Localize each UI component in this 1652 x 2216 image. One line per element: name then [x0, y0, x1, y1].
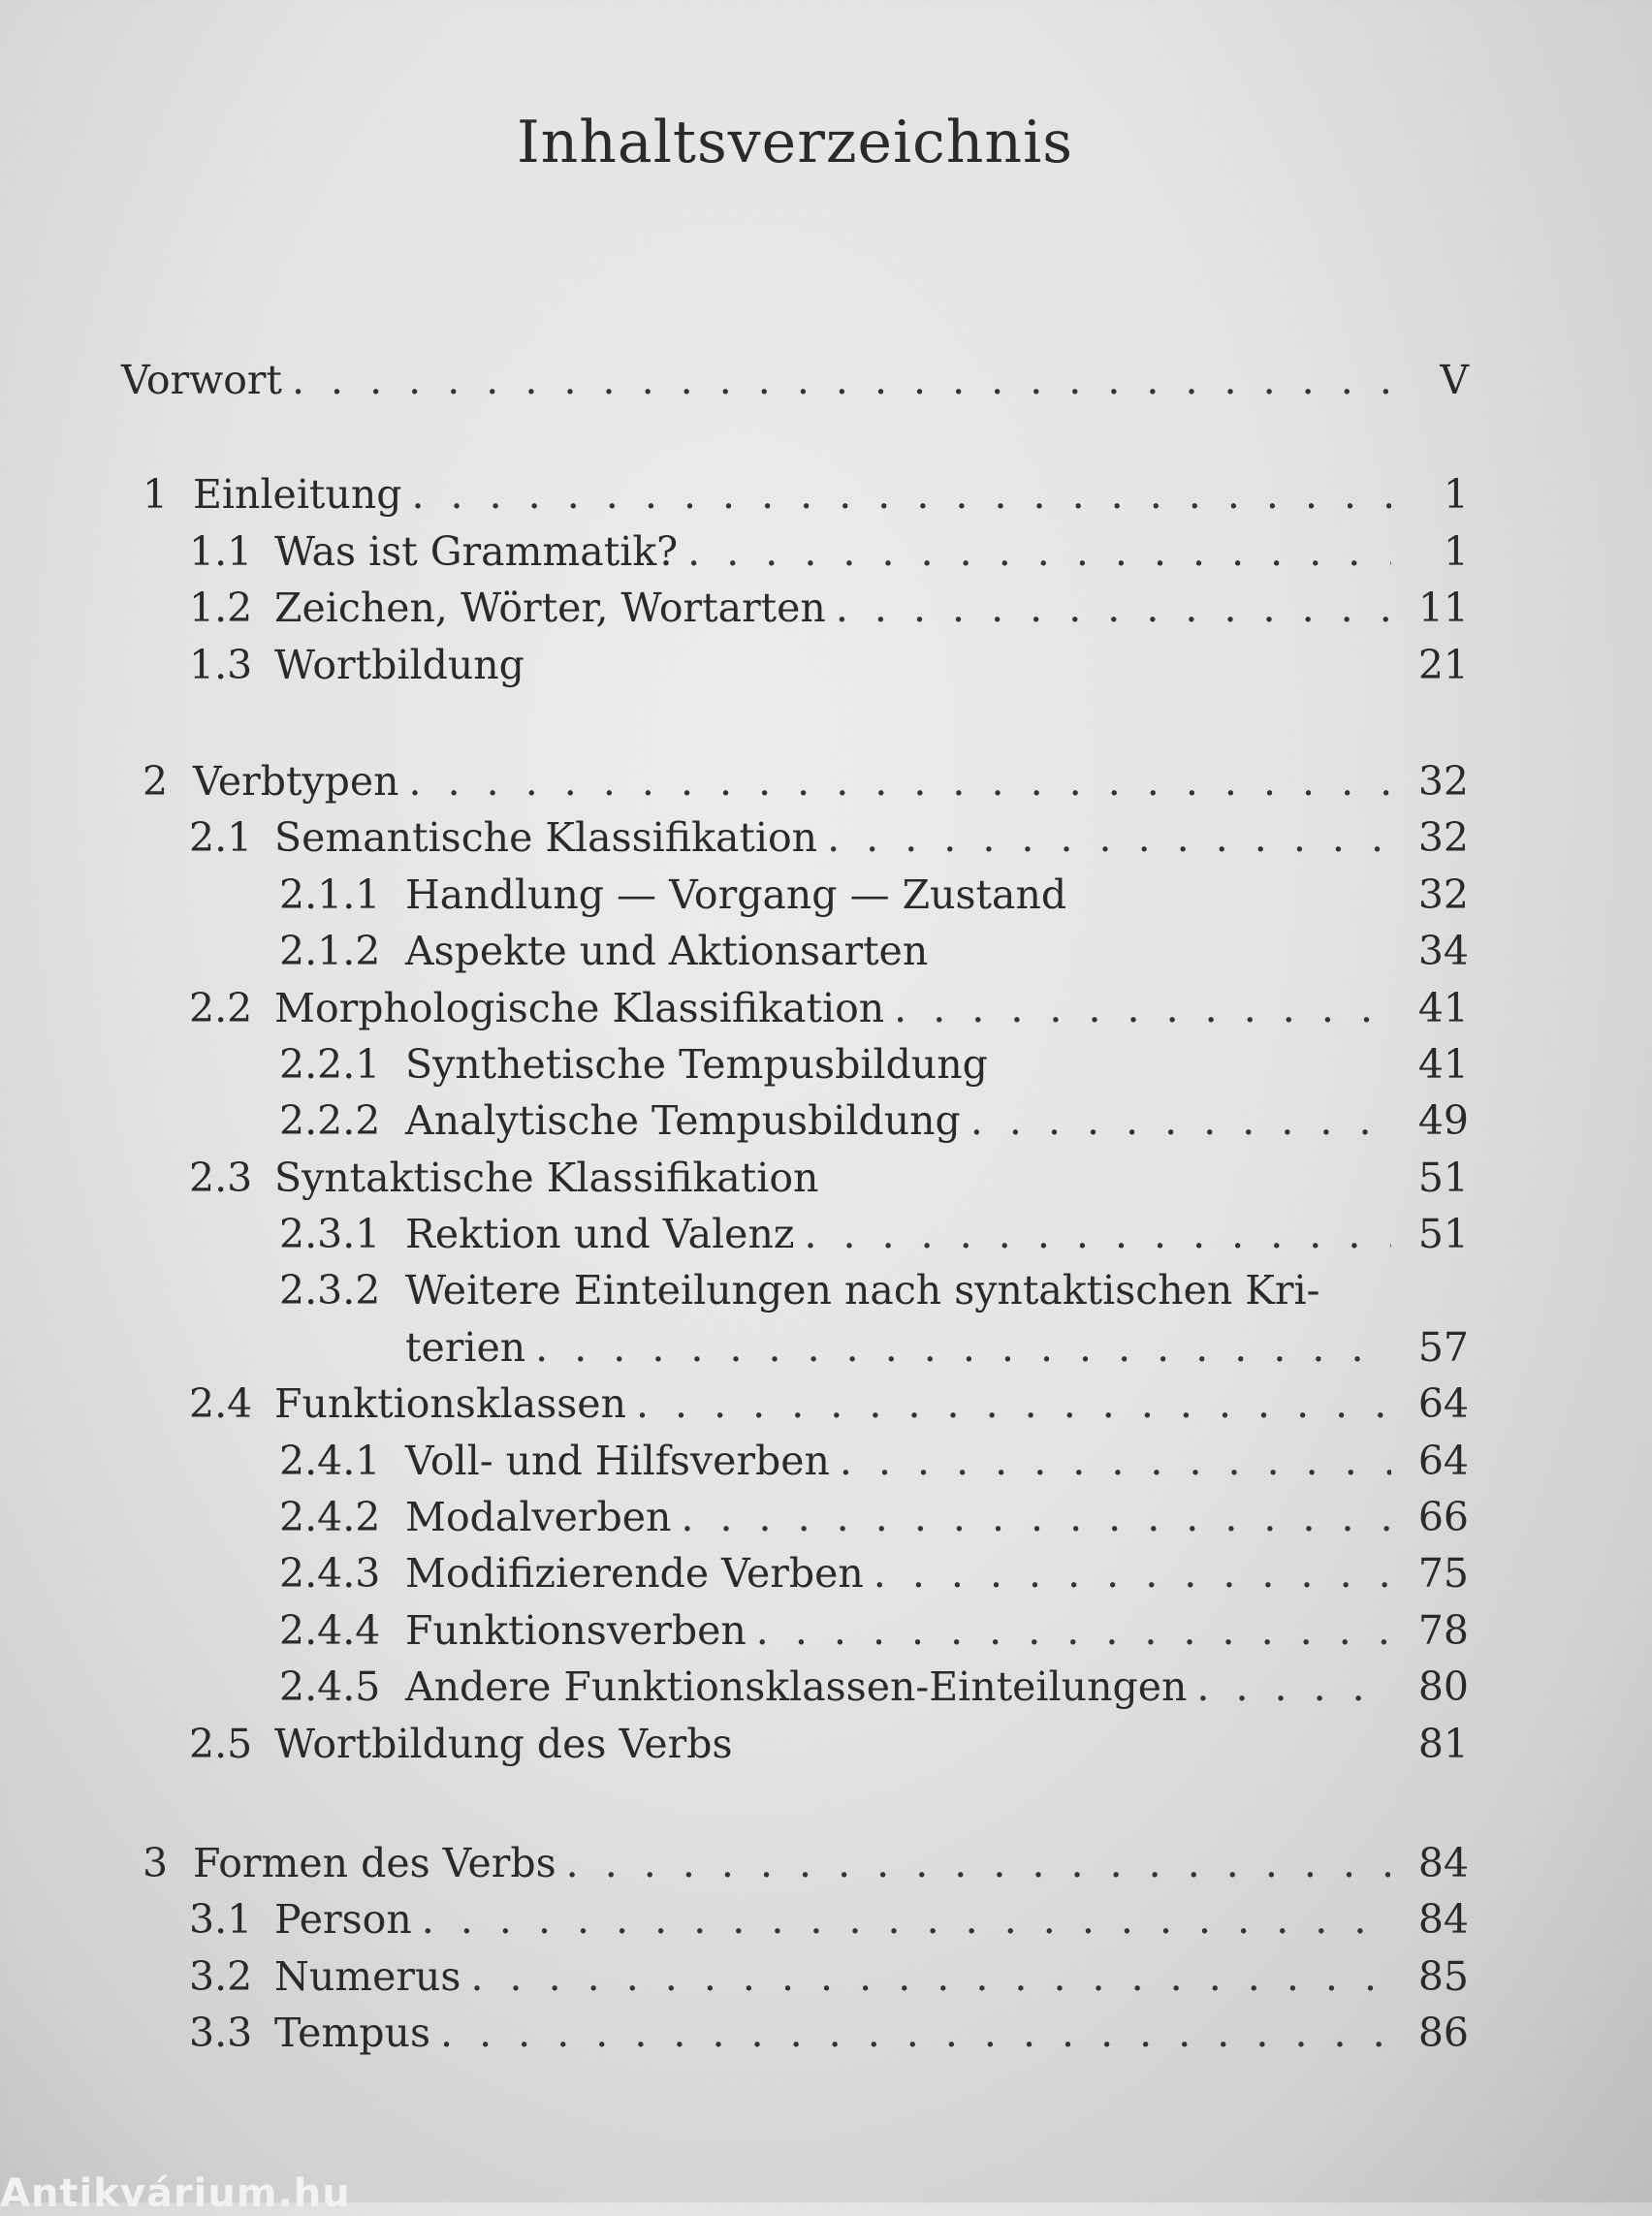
toc-entry-number: 1 [143, 471, 169, 519]
toc-entry-number: 2.1 [189, 814, 253, 862]
toc-entry-label: Aspekte und Aktionsarten [405, 928, 929, 975]
toc-section-1-3 [121, 637, 1469, 693]
toc-entry-label: Wortbildung [274, 641, 524, 688]
toc-list [121, 352, 1469, 2062]
toc-entry-label: terien [405, 1323, 526, 1371]
toc-entry-label: Synthetische Tempusbildung [405, 1040, 988, 1088]
dot-leader [636, 1376, 1391, 1432]
toc-entry-number: 1.3 [189, 641, 253, 688]
toc-entry-label: Numerus [274, 1952, 461, 2000]
toc-subsection-2-2-2 [121, 1092, 1469, 1149]
dot-leader [687, 523, 1391, 580]
dot-leader [894, 980, 1391, 1036]
dot-leader [874, 1545, 1391, 1601]
dot-leader [970, 1092, 1391, 1149]
dot-leader [836, 580, 1391, 636]
toc-entry-number: 3 [143, 1839, 169, 1886]
toc-entry-page: 86 [1417, 2010, 1469, 2057]
toc-entry-page: 32 [1417, 871, 1469, 918]
dot-leader [1196, 1659, 1391, 1715]
toc-entry-page: 85 [1417, 1952, 1469, 2000]
toc-section-2-1 [121, 809, 1469, 866]
toc-subsection-2-3-2 [121, 1262, 1469, 1318]
toc-subsection-2-1-2 [121, 923, 1469, 979]
toc-entry-number: 3.1 [189, 1896, 253, 1944]
toc-section-3-1 [121, 1891, 1469, 1947]
watermark: Antikvárium.hu [0, 2171, 351, 2216]
toc-entry-page: 32 [1417, 757, 1469, 805]
toc-entry-page: 75 [1417, 1550, 1469, 1598]
toc-entry-number: 2 [143, 757, 169, 805]
toc-entry-number: 2.3.2 [279, 1267, 381, 1314]
toc-entry-number: 1.1 [189, 527, 253, 575]
toc-subsection-2-4-4 [121, 1602, 1469, 1659]
toc-entry-page: 64 [1417, 1437, 1469, 1484]
toc-subsection-2-4-1 [121, 1433, 1469, 1489]
toc-section-2-4 [121, 1376, 1469, 1432]
toc-entry-number: 2.3 [189, 1154, 253, 1201]
toc-entry-label: Modalverben [405, 1494, 672, 1541]
toc-chapter-2 [121, 753, 1469, 809]
toc-subsection-2-4-2 [121, 1489, 1469, 1545]
dot-leader [681, 1489, 1391, 1545]
toc-entry-number: 2.4.5 [279, 1663, 381, 1711]
toc-section-1-1 [121, 523, 1469, 580]
toc-chapter-3 [121, 1835, 1469, 1891]
toc-entry-page: 32 [1417, 814, 1469, 862]
toc-entry-page: 84 [1417, 1839, 1469, 1886]
toc-entry-label: Modifizierende Verben [405, 1550, 864, 1598]
toc-entry-page: 21 [1417, 641, 1469, 688]
toc-entry-label: Funktionsverben [405, 1606, 747, 1654]
toc-entry-page: 51 [1417, 1211, 1469, 1258]
toc-entry-number: 2.4.2 [279, 1494, 381, 1541]
dot-leader [409, 753, 1391, 809]
dot-leader [411, 466, 1391, 522]
dot-leader [292, 352, 1391, 408]
toc-entry-number: 1.2 [189, 585, 253, 632]
toc-entry-label: Einleitung [193, 471, 402, 519]
toc-entry-number: 2.4.4 [279, 1606, 381, 1654]
toc-entry-page: 34 [1417, 928, 1469, 975]
toc-subsection-2-1-1 [121, 867, 1469, 923]
toc-entry-number: 2.1.2 [279, 928, 381, 975]
toc-entry-page: 64 [1417, 1380, 1469, 1428]
toc-entry-number: 2.2.2 [279, 1097, 381, 1145]
toc-entry-page: V [1440, 357, 1469, 403]
toc-entry-number: 2.5 [189, 1720, 253, 1767]
toc-section-2-3 [121, 1150, 1469, 1206]
toc-entry-number: 2.2.1 [279, 1040, 381, 1088]
toc-entry-label: Wortbildung des Verbs [274, 1720, 733, 1767]
toc-subsection-2-3-1 [121, 1206, 1469, 1262]
toc-entry-page: 41 [1417, 1040, 1469, 1088]
toc-entry-page: 66 [1417, 1494, 1469, 1541]
toc-entry-number: 2.4.3 [279, 1550, 381, 1598]
toc-section-2-2 [121, 980, 1469, 1036]
dot-leader [804, 1206, 1391, 1262]
toc-entry-label: Rektion und Valenz [405, 1211, 795, 1258]
toc-entry-number: 3.3 [189, 2010, 253, 2057]
toc-entry-page: 51 [1417, 1154, 1469, 1201]
toc-section-1-2 [121, 580, 1469, 636]
toc-entry-label: Formen des Verbs [193, 1839, 556, 1886]
toc-entry-label: Person [274, 1896, 412, 1944]
toc-section-2-5 [121, 1716, 1469, 1772]
toc-subsection-2-3-2-continued [121, 1319, 1469, 1376]
toc-entry-label: Verbtypen [193, 757, 399, 805]
toc-entry-label: Was ist Grammatik? [274, 527, 679, 575]
toc-entry-label: Handlung — Vorgang — Zustand [405, 871, 1067, 918]
toc-entry-number: 3.2 [189, 1952, 253, 2000]
toc-entry-page: 80 [1417, 1663, 1469, 1711]
toc-entry-label: Syntaktische Klassifikation [274, 1154, 819, 1201]
toc-entry-page: 1 [1443, 471, 1469, 519]
dot-leader [470, 1948, 1391, 2005]
dot-leader [440, 2005, 1391, 2061]
toc-chapter-1 [121, 466, 1469, 522]
toc-entry-number: 2.3.1 [279, 1211, 381, 1258]
dot-leader [535, 1319, 1391, 1376]
toc-subsection-2-4-5 [121, 1659, 1469, 1715]
toc-entry-number: 2.2 [189, 984, 253, 1031]
toc-entry-label: Analytische Tempusbildung [405, 1097, 961, 1145]
toc-entry-page: 1 [1443, 527, 1469, 575]
toc-entry-page: 41 [1417, 984, 1469, 1031]
toc-entry-number: 2.4.1 [279, 1437, 381, 1484]
toc-entry-page: 11 [1417, 585, 1469, 632]
dot-leader [756, 1602, 1391, 1659]
toc-section-3-3 [121, 2005, 1469, 2061]
dot-leader [566, 1835, 1391, 1891]
dot-leader [827, 809, 1391, 866]
toc-entry-label: Funktionsklassen [274, 1380, 626, 1428]
toc-entry-number: 2.4 [189, 1380, 253, 1428]
toc-entry-label: Weitere Einteilungen nach syntaktischen Kri- [405, 1267, 1320, 1314]
toc-entry-page: 57 [1417, 1323, 1469, 1371]
toc-entry-page: 78 [1417, 1606, 1469, 1654]
toc-entry-page: 49 [1417, 1097, 1469, 1145]
toc-entry-page: 84 [1417, 1896, 1469, 1944]
toc-subsection-2-4-3 [121, 1545, 1469, 1601]
toc-entry-label: Morphologische Klassifikation [274, 984, 885, 1031]
dot-leader [422, 1891, 1391, 1947]
toc-entry-page: 81 [1417, 1720, 1469, 1767]
toc-subsection-2-2-1 [121, 1036, 1469, 1092]
toc-section-3-2 [121, 1948, 1469, 2005]
toc-entry-label: Tempus [274, 2010, 430, 2057]
toc-page [121, 0, 1469, 2202]
toc-entry-label: Vorwort [121, 357, 282, 403]
toc-entry-number: 2.1.1 [279, 871, 381, 918]
page-title: Inhaltsverzeichnis [516, 109, 1074, 176]
toc-entry-label: Andere Funktionsklassen-Einteilungen [405, 1663, 1188, 1711]
toc-entry-label: Zeichen, Wörter, Wortarten [274, 585, 826, 632]
toc-entry-label: Semantische Klassifikation [274, 814, 818, 862]
toc-entry-vorwort [121, 352, 1469, 408]
toc-entry-label: Voll- und Hilfsverben [405, 1437, 830, 1484]
dot-leader [840, 1433, 1391, 1489]
